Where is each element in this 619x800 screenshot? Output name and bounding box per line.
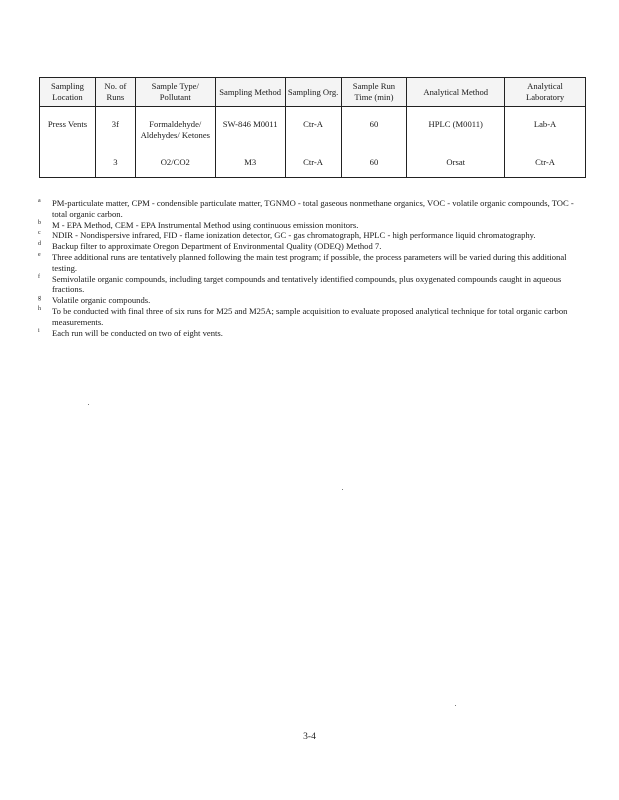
scan-speck [342, 489, 343, 490]
footnote: d Backup filter to approximate Oregon Department of Environmental Quality (ODEQ) Method 7. [38, 241, 382, 252]
header-sampling-location: Sampling Location [40, 78, 96, 107]
scan-speck [88, 404, 89, 405]
footnote: a PM-particulate matter, CPM - condensible particulate matter, TGNMO - total gaseous nonmethane organics, VOC - volatile organic compounds, TOC - total organic carbon. [38, 198, 574, 219]
cell-sample-type: O2/CO2 [135, 149, 215, 178]
cell-method: M3 [215, 149, 285, 178]
footnote: i Each run will be conducted on two of eight vents. [38, 327, 223, 338]
header-analytical-laboratory: Analytical Laboratory [505, 78, 586, 107]
cell-run-time: 60 [341, 149, 407, 178]
cell-run-time: 60 [341, 107, 407, 150]
cell-runs: 3 [95, 149, 135, 178]
header-sampling-org: Sampling Org. [285, 78, 341, 107]
footnote: e Three additional runs are tentatively planned following the main test program; if possible, the process parameters will be varied during this additional testing. [38, 251, 567, 273]
page-number: 3-4 [303, 732, 316, 742]
footnote: f Semivolatile organic compounds, including target compounds and tentatively identified compounds, plus oxygenated compounds caught in aqueous fractions. [38, 273, 562, 295]
cell-method: SW-846 M0011 [215, 107, 285, 150]
table-header-row [40, 78, 586, 107]
table-row [40, 107, 586, 150]
header-analytical-method: Analytical Method [407, 78, 505, 107]
cell-laboratory: Lab-A [505, 107, 586, 150]
footnote: g Volatile organic compounds. [38, 295, 151, 306]
footnotes [38, 198, 586, 338]
footnote: h To be conducted with final three of six runs for M25 and M25A; sample acquisition to evaluate proposed analytical technique for total organic carbon measurements. [38, 305, 568, 327]
header-sample-type: Sample Type/ Pollutant [135, 78, 215, 107]
cell-analytical-method: Orsat [407, 149, 505, 178]
cell-runs: 3f [95, 107, 135, 150]
cell-laboratory: Ctr-A [505, 149, 586, 178]
header-sampling-method: Sampling Method [215, 78, 285, 107]
cell-location [40, 149, 96, 178]
cell-analytical-method: HPLC (M0011) [407, 107, 505, 150]
cell-sample-type: Formaldehyde/ Aldehydes/ Ketones [135, 107, 215, 150]
header-run-time: Sample Run Time (min) [341, 78, 407, 107]
footnote: c NDIR - Nondispersive infrared, FID - flame ionization detector, GC - gas chromatograph, HPLC - high performance liquid chromatography. [38, 230, 536, 241]
footnote: b M - EPA Method, CEM - EPA Instrumental Method using continuous emission monitors. [38, 219, 359, 230]
header-number-of-runs: No. of Runs [95, 78, 135, 107]
cell-org: Ctr-A [285, 149, 341, 178]
cell-location: Press Vents [40, 107, 96, 150]
scan-speck [455, 705, 456, 706]
cell-org: Ctr-A [285, 107, 341, 150]
table-row [40, 149, 586, 178]
sampling-table [39, 77, 586, 178]
